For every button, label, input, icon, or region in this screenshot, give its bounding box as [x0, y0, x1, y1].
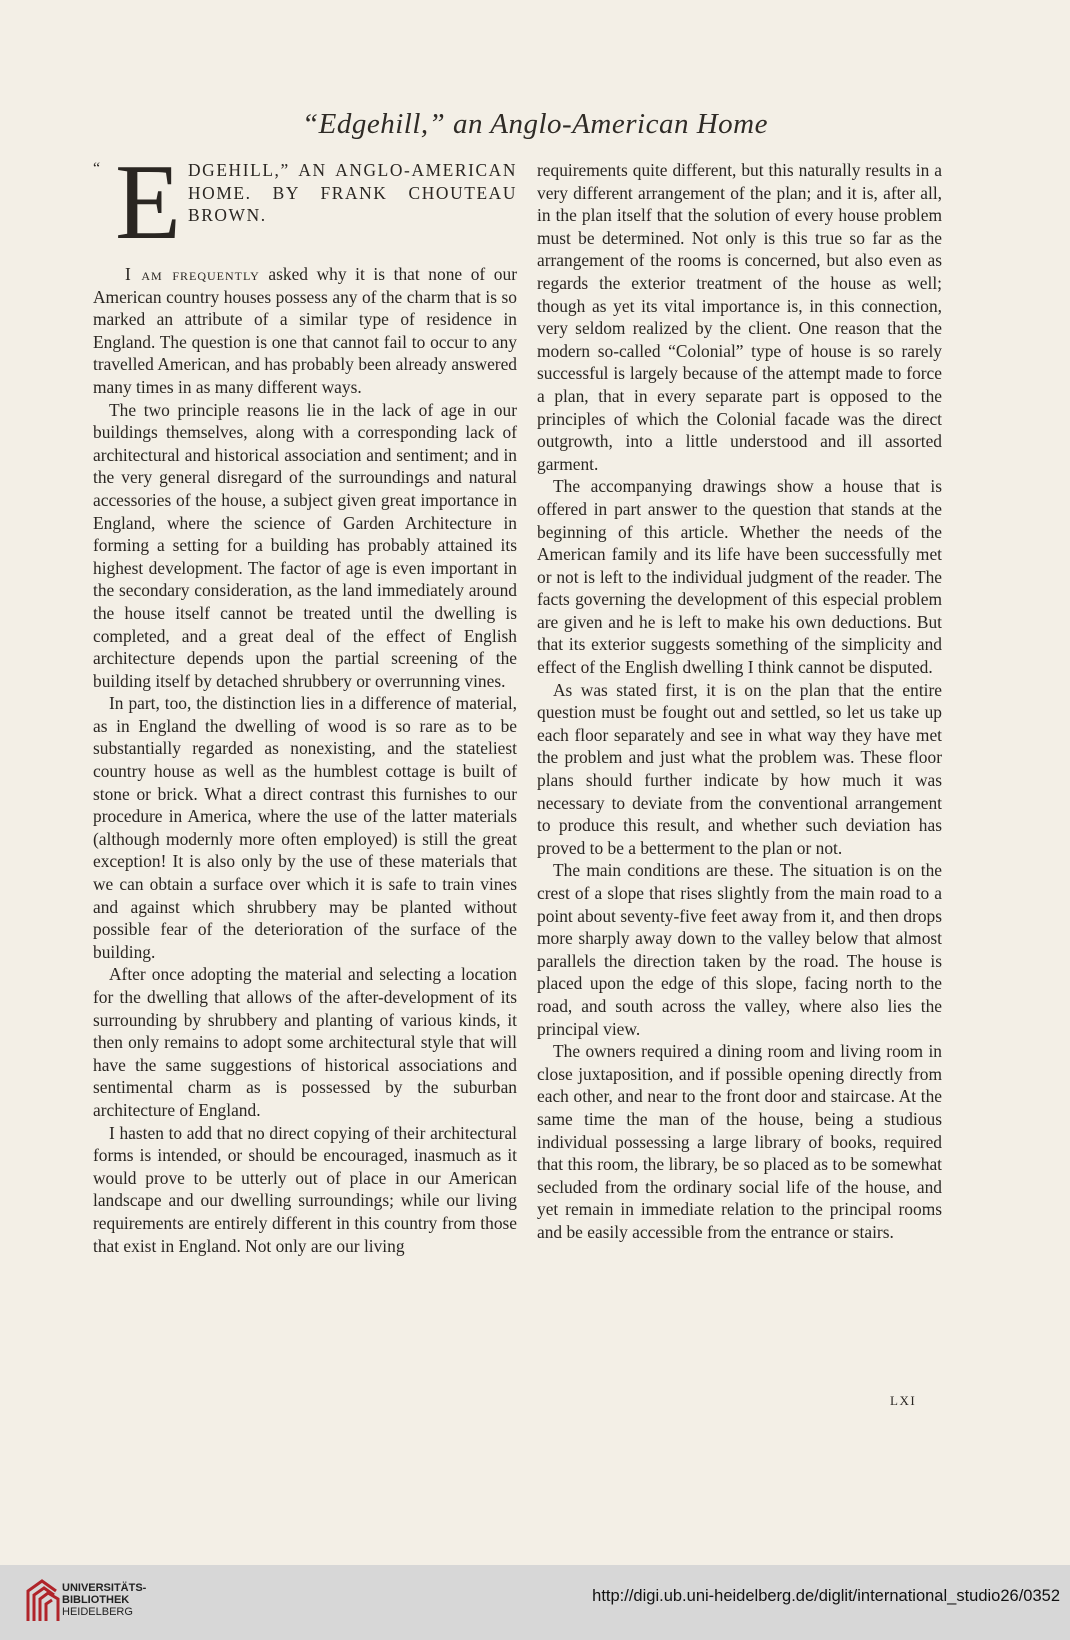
paragraph: The owners required a dining room and living room in close juxtaposition, and if possible opening directly from each other, and near to the front door and staircase. At the same time the man of the house, being a studious individual possessing a large library of books, required that this room, the library, be so placed as to be somewhat secluded from the ordinary social life of the house, and yet remain in immediate relation to the principal rooms and be easily accessible from the entrance or stairs. — [537, 1041, 942, 1242]
article-headline: DGEHILL,” AN ANGLO-AMERICAN HOME. BY FRANK CHOUTEAU BROWN. — [188, 160, 517, 226]
page-number: LXI — [890, 1393, 917, 1408]
opening-quote-mark: “ — [93, 160, 101, 177]
library-name-line: HEIDELBERG — [62, 1606, 133, 1618]
running-head: “Edgehill,” an Anglo-American Home — [302, 108, 768, 140]
drop-cap: E — [115, 143, 181, 262]
university-library-logo-icon — [20, 1577, 66, 1627]
library-name-line: BIBLIOTHEK — [62, 1594, 130, 1606]
paragraph: requirements quite different, but this naturally results in a very different arrangement of the plan; and it is, after all, in the plan itself that the solution of every house problem must be determined. Not only is this true so far as the arrangement of the rooms is concerned, but also even as regards the exterior treatment of the house as well; though as yet its vital importance is, in this connection, very seldom realized by the client. One reason that the modern so-called “Colonial” type of house is so rarely successful is largely because of the attempt made to force a plan, that in every separate part is opposed to the principles of which the Colonial facade was the direct outgrowth, into a little understood and ill assorted garment. — [537, 160, 942, 474]
left-column — [93, 143, 517, 1257]
footer-bar — [0, 1565, 1070, 1640]
paragraph: I hasten to add that no direct copying of their architectural forms is intended, or should be encouraged, inasmuch as it would prove to be utterly out of place in our American landscape and our dwelling surroundings; while our living requirements are entirely different in this country from those that exist in England. Not only are our living — [93, 1122, 517, 1256]
lead-in: I am frequently — [125, 264, 260, 284]
paragraph-text: asked why it is that none of our American country houses possess any of the charm that is so marked an attribute of a similar type of residence in England. The question is one that cannot fail to occur to any travelled American, and has probably been already answered many times in as many different ways. — [93, 264, 517, 397]
paragraph: After once adopting the material and selecting a location for the dwelling that allows of the after-development of its surrounding by shrubbery and planting of various kinds, it then only remains to adopt some architectural style that will have the same suggestions of historical associations and sentimental charm as is possessed by the suburban architecture of England. — [93, 964, 517, 1120]
paragraph — [93, 263, 517, 399]
library-name-line: UNIVERSITÄTS- — [62, 1582, 147, 1594]
paragraph: The two principle reasons lie in the lack of age in our buildings themselves, along with a corresponding lack of architectural and historical association and sentiment; and in the very general disregard of the surroundings and natural accessories of the house, a subject given great importance in England, where the science of Garden Architecture in forming a setting for a building has probably attained its highest development. The factor of age is even important in the secondary consideration, as the land immediately around the house itself cannot be treated until the dwelling is completed, and a great deal of the effect of English architecture depends upon the partial screening of the building itself by detached shrubbery or overrunning vines. — [93, 399, 517, 691]
paragraph: The main conditions are these. The situation is on the crest of a slope that rises slightly from the main road to a point about seventy-five feet away from it, and then drops more sharply away down to the valley below that almost parallels the direction taken by the road. The house is placed upon the edge of this slope, facing north to the road, and south across the valley, where also lies the principal view. — [537, 860, 942, 1039]
right-column — [537, 159, 942, 1244]
article-headline-block — [93, 143, 517, 262]
source-url-link[interactable]: http://digi.ub.uni-heidelberg.de/diglit/international_studio26/0352 — [592, 1587, 1060, 1605]
paragraph: As was stated first, it is on the plan that the entire question must be fought out and settled, so let us take up each floor separately and see in what way they have met the problem and just what the problem was. These floor plans should further indicate by how much it was necessary to deviate from the conventional arrangement to produce this result, and whether such deviation has proved to be a betterment to the plan or not. — [537, 679, 942, 858]
paragraph: The accompanying drawings show a house that is offered in part answer to the question that stands at the beginning of this article. Whether the needs of the American family and its life have been successfully met or not is left to the individual judgment of the reader. The facts governing the development of this especial problem are given and he is left to make his own deductions. But that its exterior suggests something of the simplicity and effect of the English dwelling I think cannot be disputed. — [537, 476, 942, 678]
paragraph: In part, too, the distinction lies in a difference of material, as in England the dwelling of wood is so rare as to be substantially regarded as nonexisting, and the stateliest country house as well as the humblest cottage is built of stone or brick. What a direct contrast this furnishes to our procedure in America, where the use of the latter materials (although modernly more often employed) is still the great exception! It is also only by the use of these materials that we can obtain a surface over which it is safe to train vines and against which shrubbery may be planted without possible fear of the deterioration of the surface of the building. — [93, 693, 517, 962]
library-name — [62, 1582, 146, 1618]
